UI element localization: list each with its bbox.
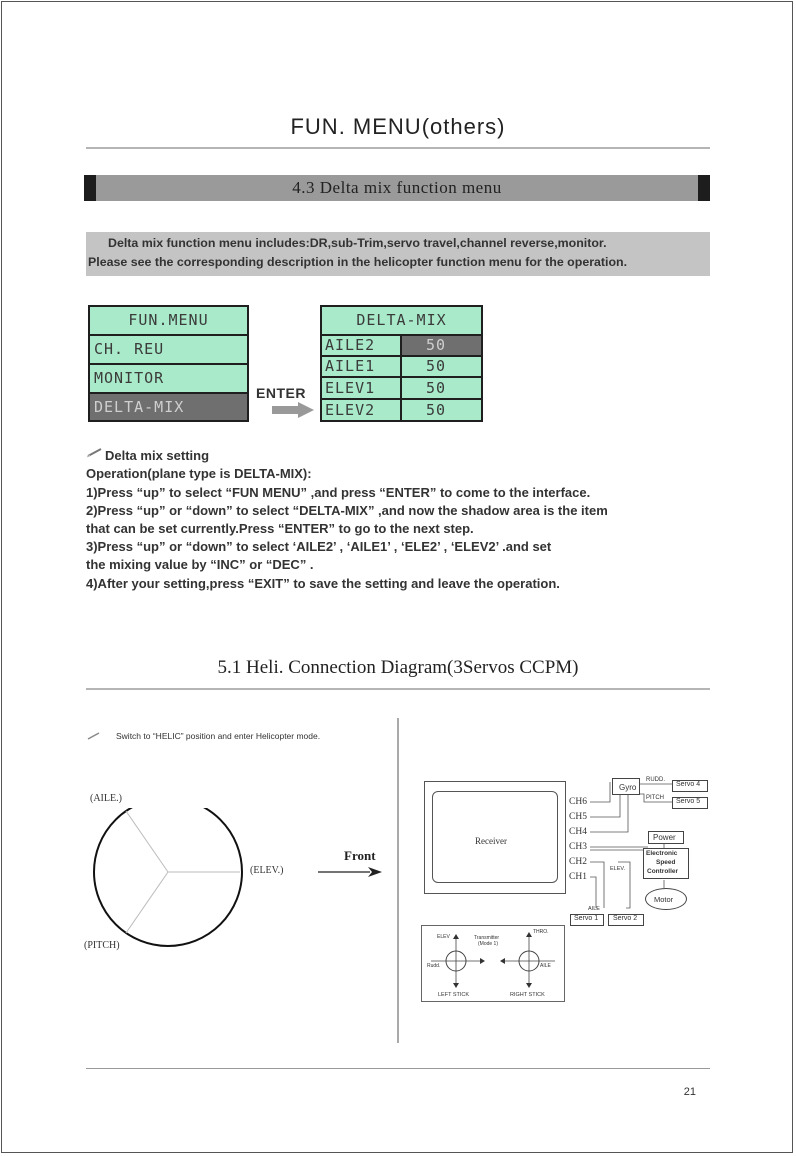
operation-line-0: Operation(plane type is DELTA-MIX): — [86, 466, 312, 481]
title-rule — [86, 147, 710, 149]
servo2-label: Servo 2 — [613, 915, 638, 922]
section-heading: 4.3 Delta mix function menu — [292, 178, 502, 197]
section-heading-bar — [84, 175, 710, 201]
lcd-fun-menu — [88, 305, 249, 422]
servo5-label: Servo 5 — [676, 798, 701, 805]
lcd-row-value-elev1: 50 — [402, 378, 481, 398]
tx-title-2: (Mode 1) — [478, 941, 499, 947]
pen-icon-small — [86, 731, 102, 741]
operation-line-5: the mixing value by “INC” or “DEC” . — [86, 557, 314, 572]
operation-line-6: 4)After your setting,press “EXIT” to save the setting and leave the operation. — [86, 576, 560, 591]
lcd-delta-title: DELTA-MIX — [322, 307, 481, 334]
elev-wire-label: ELEV. — [610, 866, 626, 872]
tx-left-stick-label: LEFT STICK — [438, 992, 470, 998]
servo1-label: Servo 1 — [574, 915, 599, 922]
front-arrow-icon — [318, 866, 384, 878]
lcd-row-name-elev1: ELEV1 — [322, 378, 400, 398]
channel-ch5: CH5 — [569, 812, 587, 822]
pitch-wire-label: PITCH — [646, 795, 664, 801]
lcd-row-name-aile2: AILE2 — [322, 336, 400, 355]
esc-label-1: Electronic — [646, 850, 678, 857]
diagram-divider — [397, 718, 399, 1043]
intro-box — [86, 232, 710, 276]
channel-ch4: CH4 — [569, 827, 587, 837]
tx-aile-label: AILE — [540, 963, 551, 969]
swashplate-diagram — [90, 808, 250, 950]
swash-elev-label: (ELEV.) — [250, 865, 284, 876]
channel-ch2: CH2 — [569, 857, 587, 867]
lcd-menu-item-delta-mix: DELTA-MIX — [90, 394, 247, 420]
lcd-row-name-elev2: ELEV2 — [322, 400, 400, 420]
pen-icon — [86, 446, 104, 458]
front-label: Front — [344, 848, 376, 863]
enter-label: ENTER — [256, 385, 306, 401]
power-label: Power — [653, 833, 676, 842]
page-title: FUN. MENU(others) — [290, 114, 506, 139]
aile-wire-label: AILE — [588, 906, 600, 912]
operation-line-4: 3)Press “up” or “down” to select ‘AILE2’ , ‘AILE1’ , ‘ELE2’ , ‘ELEV2’ .and set — [86, 539, 552, 554]
lcd-row-value-elev2: 50 — [402, 400, 481, 420]
channel-ch6: CH6 — [569, 797, 587, 807]
esc-label-3: Controller — [647, 868, 679, 875]
intro-line-2: Please see the corresponding description in the helicopter function menu for the operation. — [88, 255, 628, 269]
servo4-label: Servo 4 — [676, 781, 701, 788]
swash-aile-label: (AILE.) — [90, 793, 122, 804]
lcd-row-value-aile1: 50 — [402, 357, 481, 376]
tx-right-stick-label: RIGHT STICK — [510, 992, 545, 998]
connection-rule — [86, 688, 710, 690]
operation-line-2: 2)Press “up” or “down” to select “DELTA-MIX” ,and now the shadow area is the item — [86, 503, 608, 518]
gyro-label: Gyro — [619, 783, 637, 792]
lcd-menu-title: FUN.MENU — [90, 307, 247, 334]
connection-title: 5.1 Heli. Connection Diagram(3Servos CCPM) — [217, 657, 579, 678]
page-number: 21 — [683, 1086, 696, 1098]
swash-pitch-label: (PITCH) — [84, 940, 120, 951]
lcd-menu-item-monitor: MONITOR — [90, 365, 247, 392]
switch-note: Switch to “HELIC” position and enter Helicopter mode. — [116, 731, 321, 741]
tx-title-1: Transmitter — [474, 935, 500, 941]
motor-label: Motor — [654, 895, 674, 904]
enter-arrow-icon — [272, 402, 316, 418]
channel-ch1: CH1 — [569, 872, 587, 882]
tx-rudd-label: Rudd. — [427, 963, 441, 969]
lcd-row-value-aile2: 50 — [402, 336, 481, 355]
operation-line-3: that can be set currently.Press “ENTER” to go to the next step. — [86, 521, 474, 536]
operation-heading: Delta mix setting — [105, 448, 210, 463]
lcd-delta-mix — [320, 305, 483, 422]
rudd-wire-label: RUDD. — [646, 777, 665, 783]
tx-elev-label: ELEV — [437, 934, 450, 940]
footer-rule — [86, 1068, 710, 1069]
lcd-menu-item-ch-rev: CH. REU — [90, 336, 247, 363]
lcd-row-name-aile1: AILE1 — [322, 357, 400, 376]
channel-ch3: CH3 — [569, 842, 587, 852]
intro-line-1: Delta mix function menu includes:DR,sub-Trim,servo travel,channel reverse,monitor. — [108, 236, 607, 250]
tx-thro-label: THRO. — [533, 929, 549, 935]
operation-line-1: 1)Press “up” to select “FUN MENU” ,and press “ENTER” to come to the interface. — [86, 485, 591, 500]
esc-label-2: Speed — [656, 859, 676, 866]
receiver-label: Receiver — [475, 836, 507, 846]
